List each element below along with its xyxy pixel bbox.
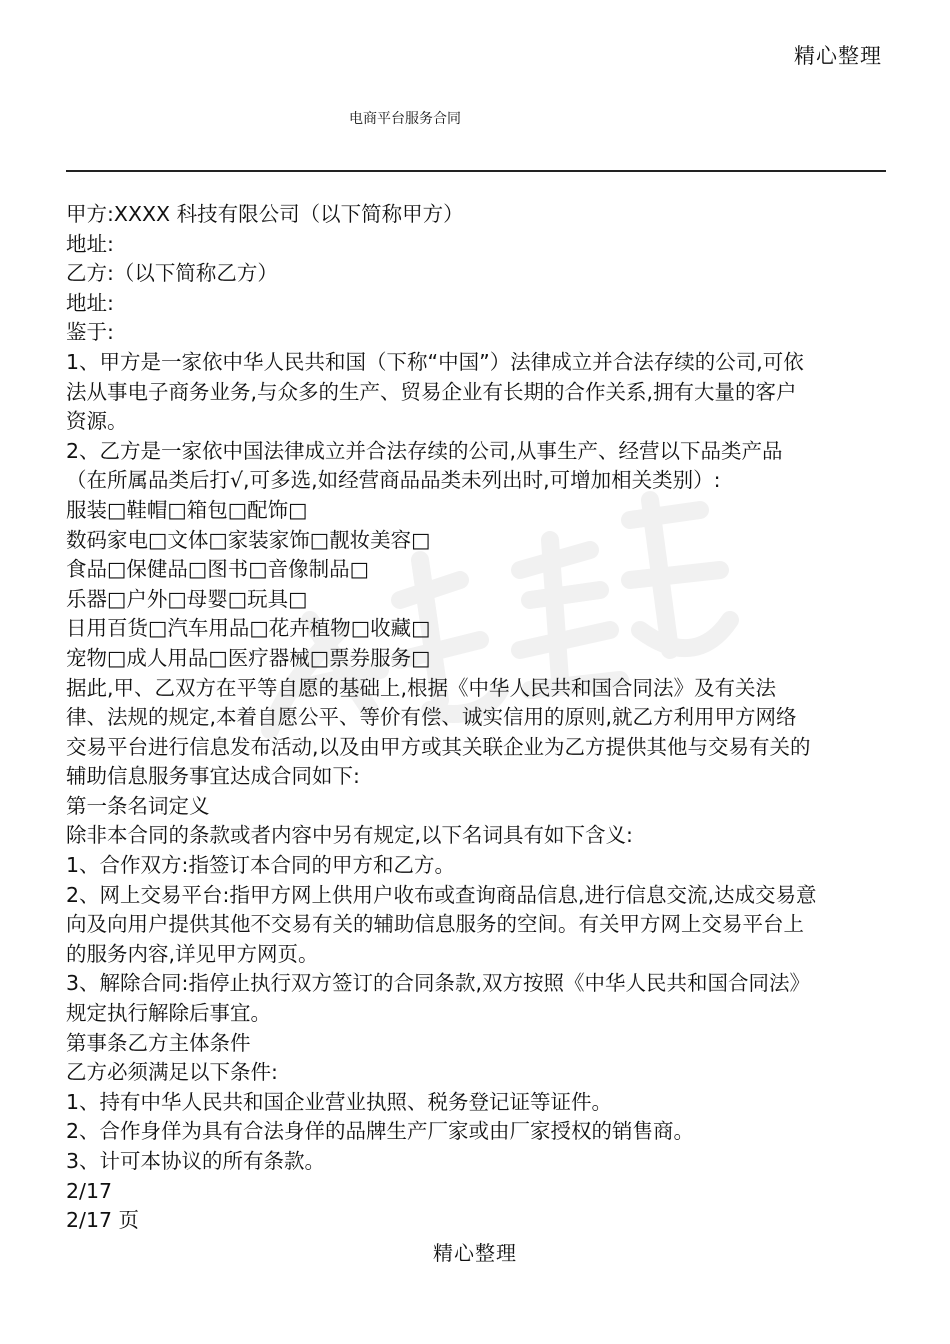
body-line: 规定执行解除后事宜。 (66, 1001, 271, 1026)
article-heading: 第事条乙方主体条件 (66, 1030, 251, 1055)
party-b-address: 地址: (66, 290, 114, 315)
article-heading: 第一条名词定义 (66, 793, 210, 818)
footer-brand: 精心整理 (433, 1241, 517, 1265)
body-line: 辅助信息服务事宜达成合同如下: (66, 764, 360, 789)
body-line: （在所属品类后打√,可多选,如经营商品品类未列出时,可增加相关类别）: (66, 468, 721, 493)
category-line: 服装□鞋帽□箱包□配饰□ (66, 497, 308, 522)
body-line: 向及向用户提供其他不交易有关的辅助信息服务的空间。有关甲方网上交易平台上 (66, 912, 804, 937)
category-line: 日用百货□汽车用品□花卉植物□收藏□ (66, 616, 431, 641)
party-a-line: 甲方:XXXX 科技有限公司（以下简称甲方） (66, 202, 464, 226)
body-line: 3、计可本协议的所有条款。 (66, 1149, 326, 1173)
category-line: 乐器□户外□母婴□玩具□ (66, 586, 308, 611)
body-line: 3、解除合同:指停止执行双方签订的合同条款,双方按照《中华人民共和国合同法》 (66, 971, 810, 996)
category-line: 数码家电□文体□家装家饰□靓妆美容□ (66, 527, 431, 552)
category-line: 食品□保健品□图书□音像制品□ (66, 557, 369, 582)
party-a-address: 地址: (66, 231, 114, 256)
body-line: 除非本合同的条款或者内容中另有规定,以下名词具有如下含义: (66, 823, 633, 848)
header-divider (66, 170, 886, 172)
body-line: 2、合作身佯为具有合法身佯的品牌生产厂家或由厂家授权的销售商。 (66, 1119, 695, 1144)
body-line: 1、合作双方:指签订本合同的甲方和乙方。 (66, 853, 455, 878)
document-title: 电商平台服务合同 (349, 111, 461, 127)
body-line: 律、法规的规定,本着自愿公平、等价有偿、诚实信用的原则,就乙方利用甲方网络 (66, 705, 797, 730)
body-line: 据此,甲、乙双方在平等自愿的基础上,根据《中华人民共和国合同法》及有关法 (66, 675, 777, 700)
body-line: 法从事电子商务业务,与众多的生产、贸易企业有长期的合作关系,拥有大量的客户 (66, 379, 797, 404)
contract-body (66, 200, 884, 1236)
body-line: 资源。 (66, 409, 128, 434)
header-brand: 精心整理 (794, 44, 882, 68)
page-number-label: 2/17 页 (66, 1208, 140, 1233)
body-line: 的服务内容,详见甲方网页。 (66, 941, 319, 966)
body-line: 乙方必须满足以下条件: (66, 1060, 278, 1085)
body-line: 1、持有中华人民共和国企业营业执照、税务登记证等证件。 (66, 1089, 613, 1114)
whereas-heading: 鉴于: (66, 320, 114, 345)
body-line: 交易平台进行信息发布活动,以及由甲方或其关联企业为乙方提供其他与交易有关的 (66, 734, 811, 759)
page-number: 2/17 (66, 1178, 113, 1203)
body-line: 2、网上交易平台:指甲方网上供用户收布或查询商品信息,进行信息交流,达成交易意 (66, 882, 817, 907)
party-b-line: 乙方:（以下简称乙方） (66, 261, 278, 286)
body-line: 1、甲方是一家依中华人民共和国（下称“中国”）法律成立并合法存续的公司,可依 (66, 349, 804, 374)
body-line: 2、乙方是一家依中国法律成立并合法存续的公司,从事生产、经营以下品类产品 (66, 438, 783, 463)
category-line: 宠物□成人用品□医疗器械□票券服务□ (66, 645, 431, 670)
